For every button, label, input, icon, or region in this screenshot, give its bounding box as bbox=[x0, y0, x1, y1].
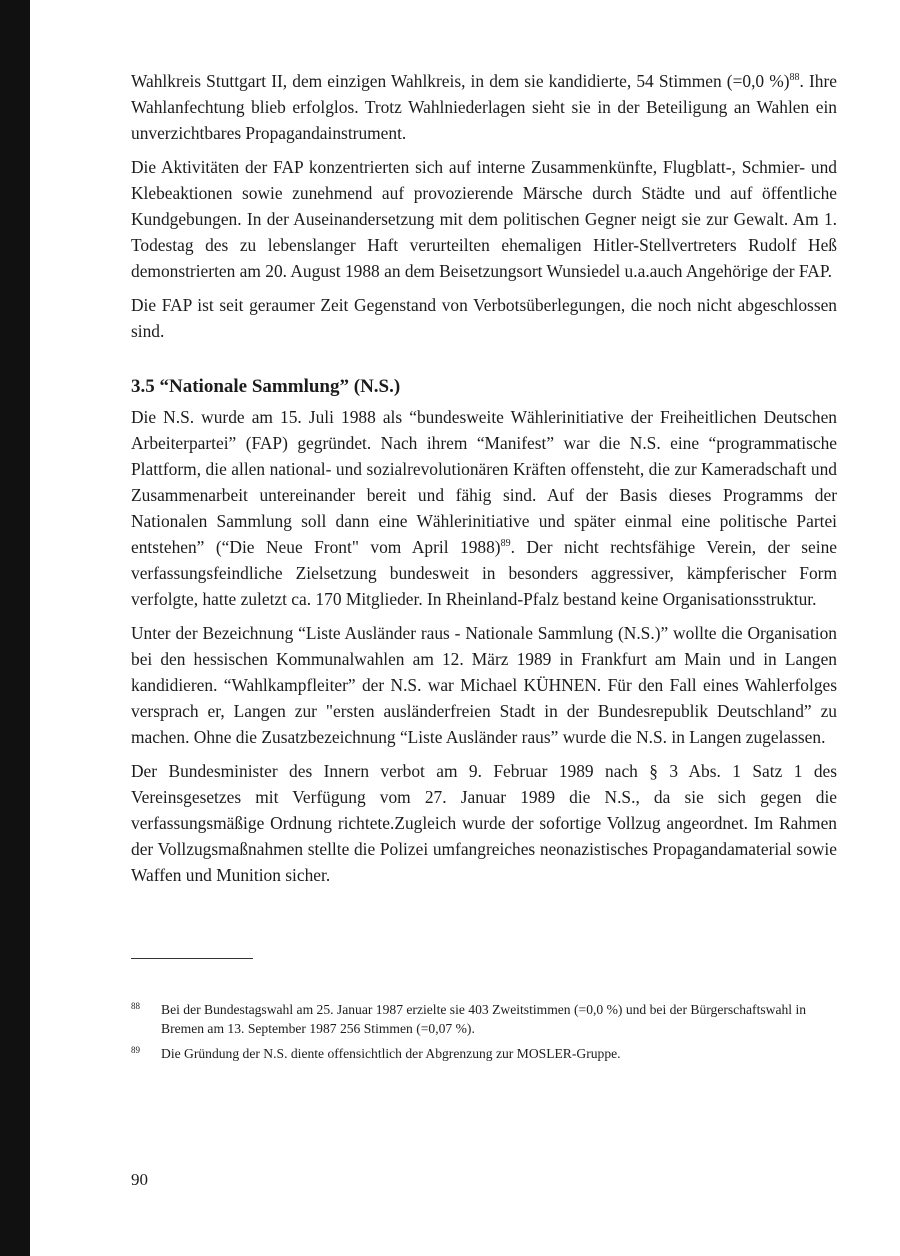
footnote-mark: 88 bbox=[131, 1001, 140, 1011]
paragraph: Der Bundesminister des Innern verbot am 9. Februar 1989 nach § 3 Abs. 1 Satz 1 des Vereinsgesetzes mit Verfügung vom 27. Januar 1989 die N.S., da sie sich gegen die verfassungsmäßige Ordnung richtete.Zugleich wurde der sofortige Vollzug angeordnet. Im Rahmen der Vollzugsmaßnahmen stellte die Polizei umfangreiches neonazistisches Propagandamaterial sowie Waffen und Munition sicher. bbox=[131, 761, 837, 885]
paragraph bbox=[131, 404, 837, 612]
footnote bbox=[131, 1044, 837, 1063]
footnote-text: Die Gründung der N.S. diente offensichtlich der Abgrenzung zur MOSLER-Gruppe. bbox=[161, 1046, 621, 1061]
paragraph bbox=[131, 68, 837, 146]
page-body bbox=[131, 68, 837, 896]
section-heading: 3.5 “Nationale Sammlung” (N.S.) bbox=[131, 376, 401, 397]
footnote bbox=[131, 1000, 837, 1038]
footnotes bbox=[131, 1000, 837, 1069]
paragraph-text: Die N.S. wurde am 15. Juli 1988 als “bundesweite Wählerinitiative der Freiheitlichen Deutschen Arbeiterpartei” (FAP) gegründet. Nach ihrem “Manifest” war die N.S. eine “programmatische Plattform, die allen national- und sozialrevolutionären Kräften offensteht, die zur Kameradschaft und Zusammenarbeit untereinander bereit und fähig sind. Auf der Basis dieses Programms der Nationalen Sammlung soll dann eine Wählerinitiative und später einmal eine politische Partei entstehen” (“Die Neue Front" vom April 1988) bbox=[131, 407, 837, 557]
footnote-ref-89[interactable]: 89 bbox=[500, 538, 511, 550]
paragraph: Unter der Bezeichnung “Liste Ausländer raus - Nationale Sammlung (N.S.)” wollte die Organisation bei den hessischen Kommunalwahlen am 12. März 1989 in Frankfurt am Main und in Langen kandidieren. “Wahlkampfleiter” der N.S. war Michael KÜHNEN. Für den Fall eines Wahlerfolges versprach er, Langen zur "ersten ausländerfreien Stadt in der Bundesrepublik Deutschland” zu machen. Ohne die Zusatzbezeichnung “Liste Ausländer raus” wurde die N.S. in Langen zugelassen. bbox=[131, 623, 837, 747]
binding-edge bbox=[0, 0, 30, 1256]
paragraph-text-tail: . Der nicht rechtsfähige Verein, der seine verfassungsfeindliche Zielsetzung bundesweit in besonders aggressiver, kämpferischer Form verfolgte, hatte zuletzt ca. 170 Mitglieder. In Rheinland-Pfalz bestand keine Organisationsstruktur. bbox=[131, 537, 837, 609]
footnote-ref-88[interactable]: 88 bbox=[789, 72, 800, 84]
paragraph: Die FAP ist seit geraumer Zeit Gegenstand von Verbotsüberlegungen, die noch nicht abgeschlossen sind. bbox=[131, 295, 837, 341]
footnote-mark: 89 bbox=[131, 1045, 140, 1055]
footnote-divider bbox=[131, 958, 253, 959]
paragraph-text-tail: . Ihre Wahlanfechtung blieb erfolglos. Trotz Wahlniederlagen sieht sie in der Beteiligung an Wahlen ein unverzichtbares Propagandainstrument. bbox=[131, 71, 837, 143]
page-number: 90 bbox=[131, 1170, 148, 1189]
paragraph: Die Aktivitäten der FAP konzentrierten sich auf interne Zusammenkünfte, Flugblatt-, Schmier- und Klebeaktionen sowie zunehmend auf provozierende Märsche durch Städte und auf öffentliche Kundgebungen. In der Auseinandersetzung mit dem politischen Gegner neigt sie zur Gewalt. Am 1. Todestag des zu lebenslanger Haft verurteilten ehemaligen Hitler-Stellvertreters Rudolf Heß demonstrierten am 20. August 1988 an dem Beisetzungsort Wunsiedel u.a.auch Angehörige der FAP. bbox=[131, 157, 837, 281]
footnote-text: Bei der Bundestagswahl am 25. Januar 1987 erzielte sie 403 Zweitstimmen (=0,0 %) und bei der Bürgerschaftswahl in Bremen am 13. September 1987 256 Stimmen (=0,07 %). bbox=[161, 1002, 807, 1036]
paragraph-text: Wahlkreis Stuttgart II, dem einzigen Wahlkreis, in dem sie kandidierte, 54 Stimmen (=0,0 %) bbox=[131, 71, 790, 91]
